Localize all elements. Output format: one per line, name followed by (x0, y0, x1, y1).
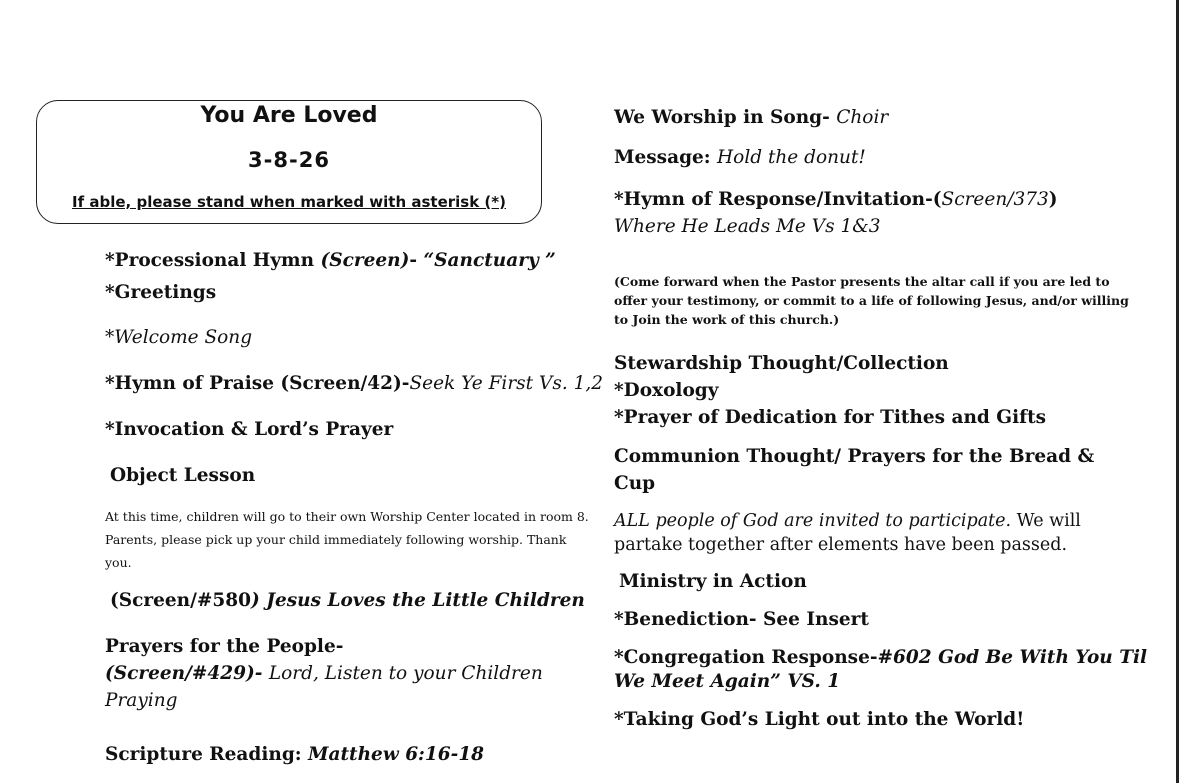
response-screen: Screen/373 (941, 189, 1049, 210)
worship-who: Choir (836, 107, 889, 128)
benediction: *Benediction- See Insert (614, 609, 869, 630)
children-note (105, 505, 589, 574)
invocation: *Invocation & Lord’s Prayer (105, 419, 394, 440)
response-label: *Hymn of Response/Invitation-( (614, 189, 942, 210)
prayers-for-people: Prayers for the People- (105, 636, 344, 657)
children-note-line: Parents, please pick up your child immediately following worship. Thank (105, 532, 567, 547)
praise-label: *Hymn of Praise (Screen/42)- (105, 373, 410, 394)
response-song: Where He Leads Me Vs 1&3 (614, 216, 881, 237)
scripture-ref: Matthew 6:16-18 (308, 744, 485, 765)
greetings: *Greetings (105, 282, 217, 303)
communion-thought: Communion Thought/ Prayers for the Bread & (614, 446, 1095, 467)
prayers-screen: (Screen/#429)- (105, 663, 269, 684)
congregation-song-cont: We Meet Again” VS. 1 (614, 671, 841, 692)
children-note-line: you. (105, 555, 132, 570)
children-note-line: At this time, children will go to their own Worship Center located in room 8. (105, 509, 589, 524)
stand-instruction: If able, please stand when marked with asterisk (*) (72, 193, 506, 211)
altar-call-note (614, 272, 1129, 329)
object-lesson: Object Lesson (110, 465, 256, 486)
message-title: Hold the donut! (717, 147, 866, 168)
altar-note-line: (Come forward when the Pastor presents the altar call if you are led to (614, 274, 1110, 289)
message (614, 145, 866, 170)
prayers-song-cont: Praying (105, 690, 178, 711)
service-date: 3-8-26 (248, 148, 330, 172)
prayers-song-title: Lord, Listen to your Children (268, 663, 543, 684)
hymn-of-praise (105, 371, 603, 396)
processional-hymn (105, 248, 556, 273)
response-close: ) (1048, 189, 1058, 210)
congregation-song: #602 God Be With You Til (877, 647, 1148, 668)
invite-rest: We will (1011, 511, 1081, 531)
praise-song: Seek Ye First Vs. 1,2 (409, 373, 604, 394)
worship-label: We Worship in Song- (614, 107, 837, 128)
children-song-label: (Screen/#580 (110, 590, 251, 611)
prayers-song (105, 661, 543, 686)
communion-thought-cont: Cup (614, 473, 656, 494)
scripture-reading (105, 742, 484, 767)
processional-screen: (Screen) (320, 250, 410, 271)
doxology: *Doxology (614, 380, 719, 401)
welcome-song: *Welcome Song (105, 327, 253, 348)
congregation-response (614, 645, 1147, 670)
taking-light: *Taking God’s Light out into the World! (614, 709, 1025, 730)
invite-italic: ALL people of God are invited to participate. (614, 511, 1012, 531)
prayer-of-dedication: *Prayer of Dedication for Tithes and Gifts (614, 407, 1047, 428)
stewardship: Stewardship Thought/Collection (614, 353, 949, 374)
worship-in-song (614, 105, 888, 130)
children-song (110, 588, 585, 613)
hymn-of-response (614, 187, 1058, 212)
page-title: You Are Loved (200, 103, 378, 128)
scripture-label: Scripture Reading: (105, 744, 309, 765)
message-label: Message: (614, 147, 718, 168)
communion-invite-cont: partake together after elements have been passed. (614, 535, 1068, 555)
congregation-label: *Congregation Response- (614, 647, 878, 668)
processional-song: “Sanctuary ” (423, 250, 556, 271)
altar-note-line: offer your testimony, or commit to a life of following Jesus, and/or willing (614, 293, 1129, 308)
ministry-in-action: Ministry in Action (619, 571, 807, 592)
altar-note-line: to Join the work of this church.) (614, 312, 840, 327)
processional-dash: - (409, 250, 424, 271)
processional-label: *Processional Hymn (105, 250, 321, 271)
children-song-title: ) Jesus Loves the Little Children (251, 590, 585, 611)
title-box (36, 100, 542, 224)
communion-invite (614, 509, 1081, 534)
